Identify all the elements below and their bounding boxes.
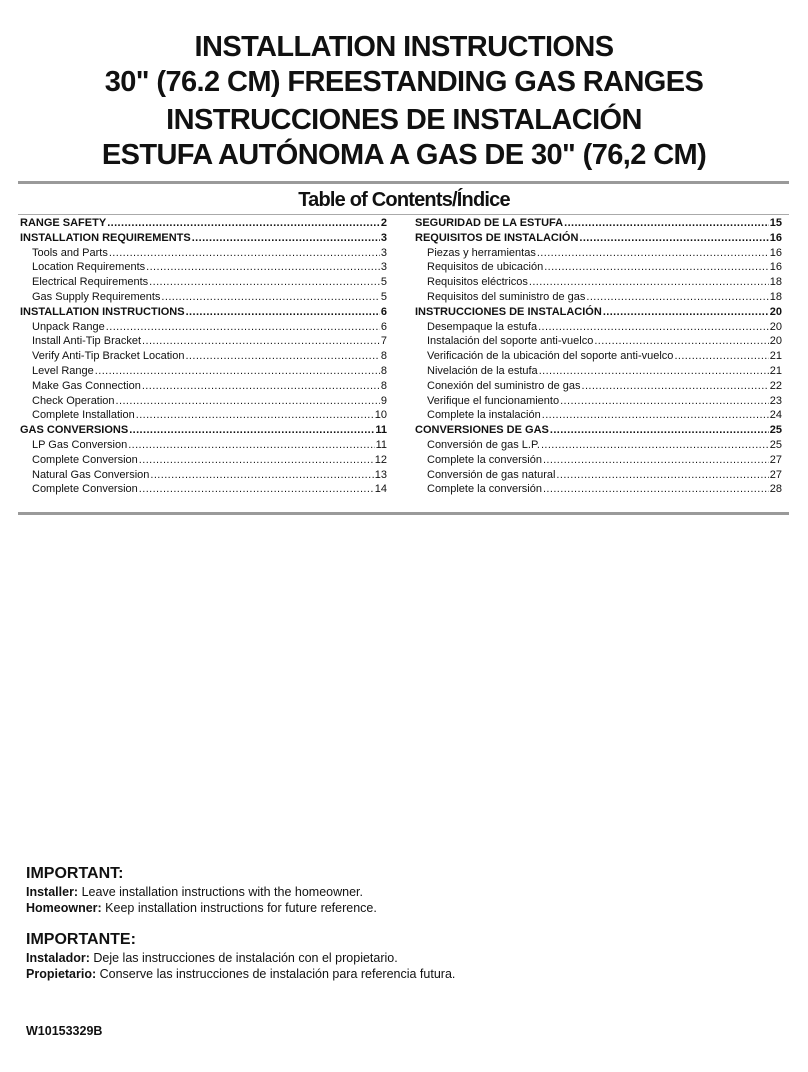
- toc-entry[interactable]: [415, 275, 782, 290]
- toc-entry-page: 25: [769, 438, 782, 451]
- toc-entry[interactable]: [415, 453, 782, 468]
- toc-leader-dots: [579, 231, 768, 246]
- toc-entry[interactable]: [415, 423, 782, 438]
- important-notice-english: [26, 864, 726, 916]
- toc-entry[interactable]: [415, 290, 782, 305]
- toc-entry[interactable]: [415, 349, 782, 364]
- toc-leader-dots: [186, 305, 380, 320]
- toc-leader-dots: [129, 423, 374, 438]
- toc-leader-dots: [139, 453, 374, 468]
- toc-leader-dots: [674, 349, 768, 364]
- propietario-text: Conserve las instrucciones de instalación para referencia futura.: [96, 967, 456, 981]
- toc-leader-dots: [149, 275, 380, 290]
- bottom-divider: [18, 512, 789, 515]
- toc-entry[interactable]: [415, 364, 782, 379]
- toc-leader-dots: [139, 482, 374, 497]
- toc-leader-dots: [560, 394, 769, 409]
- toc-leader-dots: [136, 408, 374, 423]
- toc-entry[interactable]: [20, 260, 387, 275]
- toc-column-spanish: [415, 216, 782, 497]
- toc-entry-page: 6: [380, 305, 387, 318]
- toc-leader-dots: [107, 216, 380, 231]
- toc-entry-label: Unpack Range: [32, 320, 105, 333]
- toc-entry[interactable]: [20, 320, 387, 335]
- toc-entry[interactable]: [415, 260, 782, 275]
- importante-heading: IMPORTANTE:: [26, 931, 136, 948]
- toc-entry-page: 28: [769, 483, 782, 496]
- toc-entry-label: Complete Installation: [32, 409, 135, 422]
- toc-entry-label: Conversión de gas natural: [427, 468, 556, 481]
- toc-entry-page: 13: [374, 468, 387, 481]
- toc-entry-label: SEGURIDAD DE LA ESTUFA: [415, 217, 564, 229]
- toc-entry-label: Check Operation: [32, 394, 115, 407]
- toc-leader-dots: [529, 275, 769, 290]
- toc-entry-label: INSTALLATION INSTRUCTIONS: [20, 305, 185, 318]
- toc-entry-page: 16: [769, 231, 782, 244]
- toc-leader-dots: [142, 334, 380, 349]
- toc-entry-label: LP Gas Conversion: [32, 438, 128, 451]
- toc-entry-page: 12: [374, 453, 387, 466]
- toc-entry-page: 23: [769, 394, 782, 407]
- toc-entry[interactable]: [415, 468, 782, 483]
- toc-leader-dots: [550, 423, 769, 438]
- toc-entry[interactable]: [415, 320, 782, 335]
- toc-entry[interactable]: [415, 379, 782, 394]
- toc-entry-page: 20: [769, 305, 782, 318]
- toc-entry-label: Tools and Parts: [32, 246, 108, 259]
- toc-entry-label: INSTALLATION REQUIREMENTS: [20, 231, 191, 244]
- toc-entry-page: 18: [769, 290, 782, 303]
- toc-leader-dots: [185, 349, 379, 364]
- toc-entry-label: Desempaque la estufa: [427, 320, 538, 333]
- toc-entry-label: Verifique el funcionamiento: [427, 394, 560, 407]
- toc-leader-dots: [146, 260, 380, 275]
- installer-note: [26, 884, 726, 900]
- toc-leader-dots: [106, 320, 380, 335]
- toc-entry-page: 8: [380, 364, 387, 377]
- homeowner-note: [26, 900, 726, 916]
- toc-entry-label: Make Gas Connection: [32, 379, 141, 392]
- toc-leader-dots: [543, 482, 769, 497]
- toc-leader-dots: [109, 246, 380, 261]
- toc-entry-label: Conexión del suministro de gas: [427, 379, 581, 392]
- toc-leader-dots: [128, 438, 374, 453]
- toc-entry-page: 21: [769, 364, 782, 377]
- toc-entry-label: RANGE SAFETY: [20, 217, 107, 229]
- toc-entry-page: 24: [769, 409, 782, 422]
- toc-entry[interactable]: [20, 290, 387, 305]
- toc-entry-label: Piezas y herramientas: [427, 246, 536, 259]
- toc-heading: Table of Contents/Índice: [298, 189, 510, 211]
- toc-entry-page: 14: [374, 483, 387, 496]
- toc-entry-page: 7: [380, 335, 387, 348]
- toc-entry-page: 8: [380, 379, 387, 392]
- toc-leader-dots: [116, 394, 380, 409]
- document-number: W10153329B: [26, 1024, 103, 1038]
- toc-entry-page: 2: [380, 217, 387, 229]
- instalador-note: [26, 950, 726, 966]
- toc-entry[interactable]: [415, 231, 782, 246]
- toc-leader-dots: [537, 246, 769, 261]
- toc-entry[interactable]: [20, 438, 387, 453]
- toc-entry-label: Requisitos eléctricos: [427, 276, 528, 289]
- toc-entry[interactable]: [415, 216, 782, 231]
- installer-label: Installer:: [26, 885, 79, 899]
- toc-leader-dots: [161, 290, 379, 305]
- toc-entry-page: 9: [380, 394, 387, 407]
- toc-entry-label: Verify Anti-Tip Bracket Location: [32, 350, 185, 363]
- toc-entry-label: Level Range: [32, 364, 94, 377]
- toc-entry-label: Complete Conversion: [32, 483, 138, 496]
- toc-entry[interactable]: [20, 216, 387, 231]
- toc-leader-dots: [538, 320, 769, 335]
- toc-leader-dots: [603, 305, 769, 320]
- document-title: [0, 30, 808, 173]
- toc-entry-page: 22: [769, 379, 782, 392]
- toc-leader-dots: [556, 468, 768, 483]
- toc-entry-page: 27: [769, 453, 782, 466]
- toc-entry-label: Natural Gas Conversion: [32, 468, 150, 481]
- toc-leader-dots: [543, 453, 769, 468]
- toc-entry-label: Verificación de la ubicación del soporte anti-vuelco: [427, 350, 674, 363]
- instalador-label: Instalador:: [26, 951, 90, 965]
- toc-entry[interactable]: [20, 379, 387, 394]
- toc-entry-label: Install Anti-Tip Bracket: [32, 335, 142, 348]
- toc-entry-label: Complete Conversion: [32, 453, 138, 466]
- toc-leader-dots: [581, 379, 768, 394]
- toc-entry[interactable]: [20, 334, 387, 349]
- toc-entry[interactable]: [20, 408, 387, 423]
- toc-entry[interactable]: [20, 453, 387, 468]
- toc-entry-page: 3: [380, 231, 387, 244]
- toc-entry-label: GAS CONVERSIONS: [20, 424, 129, 437]
- toc-entry-page: 3: [380, 261, 387, 274]
- toc-entry-page: 15: [769, 217, 782, 229]
- toc-entry[interactable]: [20, 423, 387, 438]
- toc-leader-dots: [539, 364, 769, 379]
- toc-entry-page: 16: [769, 246, 782, 259]
- title-line-4: ESTUFA AUTÓNOMA A GAS DE 30" (76,2 CM): [101, 139, 707, 171]
- toc-entry-label: INSTRUCCIONES DE INSTALACIÓN: [415, 305, 602, 318]
- toc-leader-dots: [586, 290, 768, 305]
- toc-entry-label: Complete la instalación: [427, 409, 541, 422]
- important-heading: IMPORTANT:: [26, 865, 124, 882]
- toc-entry-page: 20: [769, 335, 782, 348]
- toc-entry[interactable]: [20, 275, 387, 290]
- toc-entry[interactable]: [20, 246, 387, 261]
- toc-entry-label: REQUISITOS DE INSTALACIÓN: [415, 231, 579, 244]
- toc-leader-dots: [594, 334, 768, 349]
- toc-entry-page: 27: [769, 468, 782, 481]
- toc-entry-page: 10: [374, 409, 387, 422]
- important-notice-spanish: [26, 930, 726, 982]
- toc-entry-label: Gas Supply Requirements: [32, 290, 161, 303]
- propietario-note: [26, 966, 726, 982]
- toc-entry[interactable]: [20, 349, 387, 364]
- title-line-2: 30" (76.2 CM) FREESTANDING GAS RANGES: [104, 66, 704, 98]
- toc-entry-label: Instalación del soporte anti-vuelco: [427, 335, 594, 348]
- homeowner-label: Homeowner:: [26, 901, 102, 915]
- toc-entry-label: Complete la conversión: [427, 483, 542, 496]
- top-divider: [18, 181, 789, 184]
- toc-entry[interactable]: [415, 408, 782, 423]
- toc-entry-page: 6: [380, 320, 387, 333]
- toc-entry[interactable]: [20, 482, 387, 497]
- toc-entry-page: 21: [769, 350, 782, 363]
- toc-entry[interactable]: [20, 305, 387, 320]
- toc-entry-label: Complete la conversión: [427, 453, 542, 466]
- homeowner-text: Keep installation instructions for future reference.: [101, 901, 377, 915]
- toc-divider: [18, 214, 789, 215]
- toc-entry[interactable]: [415, 246, 782, 261]
- toc-leader-dots: [192, 231, 380, 246]
- toc-leader-dots: [541, 438, 769, 453]
- toc-entry-label: Location Requirements: [32, 261, 146, 274]
- toc-entry[interactable]: [415, 438, 782, 453]
- toc-entry[interactable]: [415, 394, 782, 409]
- toc-column-english: [20, 216, 387, 497]
- toc-entry-page: 3: [380, 246, 387, 259]
- toc-entry-page: 16: [769, 261, 782, 274]
- toc-entry-label: Electrical Requirements: [32, 276, 149, 289]
- toc-leader-dots: [95, 364, 380, 379]
- installer-text: Leave installation instructions with the homeowner.: [78, 885, 363, 899]
- propietario-label: Propietario:: [26, 967, 97, 981]
- toc-entry-page: 5: [380, 276, 387, 289]
- toc-entry[interactable]: [20, 394, 387, 409]
- toc-leader-dots: [564, 216, 769, 231]
- toc-entry-page: 8: [380, 350, 387, 363]
- toc-entry-label: Requisitos de ubicación: [427, 261, 544, 274]
- instalador-text: Deje las instrucciones de instalación con el propietario.: [89, 951, 398, 965]
- toc-entry-label: Requisitos del suministro de gas: [427, 290, 586, 303]
- toc-entry-page: 25: [769, 424, 782, 437]
- toc-leader-dots: [142, 379, 380, 394]
- toc-entry-label: Nivelación de la estufa: [427, 364, 538, 377]
- toc-leader-dots: [544, 260, 769, 275]
- toc-entry[interactable]: [415, 482, 782, 497]
- toc-entry-label: CONVERSIONES DE GAS: [415, 424, 549, 437]
- toc-entry[interactable]: [415, 334, 782, 349]
- toc-entry-page: 18: [769, 276, 782, 289]
- toc-entry-page: 11: [375, 438, 387, 451]
- toc-entry[interactable]: [20, 231, 387, 246]
- toc-leader-dots: [150, 468, 373, 483]
- toc-entry[interactable]: [20, 364, 387, 379]
- title-line-3: INSTRUCCIONES DE INSTALACIÓN: [166, 104, 642, 136]
- toc-leader-dots: [542, 408, 769, 423]
- title-line-1: INSTALLATION INSTRUCTIONS: [194, 31, 614, 63]
- toc-entry-page: 11: [375, 424, 387, 437]
- toc-entry-label: Conversión de gas L.P.: [427, 438, 540, 451]
- toc-entry-page: 5: [380, 290, 387, 303]
- toc-entry[interactable]: [20, 468, 387, 483]
- toc-entry-page: 20: [769, 320, 782, 333]
- toc-entry[interactable]: [415, 305, 782, 320]
